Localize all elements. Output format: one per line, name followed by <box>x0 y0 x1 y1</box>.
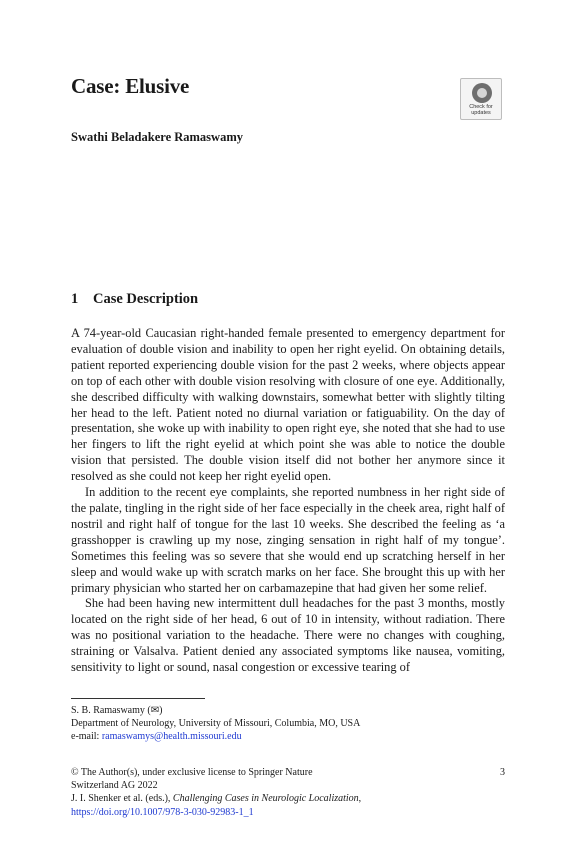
chapter-title: Case: Elusive <box>71 74 190 98</box>
page-footer <box>71 766 505 819</box>
check-for-updates-label: Check for updates <box>469 104 493 116</box>
body-text <box>71 326 505 676</box>
paragraph-3: She had been having new intermittent dull headaches for the past 3 months, mostly located on the right side of her head, 6 out of 10 in intensity, without radiation. There was no positional variation to the headache. There were no changes with coughing, straining or Valsalva. Patient denied any associated symptoms like nausea, vomiting, sensitivity to light or sound, nasal congestion or excessive tearing of <box>71 596 505 675</box>
author-name: Swathi Beladakere Ramaswamy <box>71 130 243 144</box>
copyright-line-2: Switzerland AG 2022 <box>71 780 158 792</box>
email-link[interactable]: ramaswamys@health.missouri.edu <box>101 731 242 742</box>
section-number: 1 <box>71 291 79 307</box>
footnote-divider <box>71 698 205 699</box>
check-for-updates-icon <box>472 83 492 103</box>
affiliation-name: S. B. Ramaswamy (✉) <box>71 705 163 716</box>
affiliation-department: Department of Neurology, University of Missouri, Columbia, MO, USA <box>71 718 361 729</box>
affiliation-email-line: e-mail: ramaswamys@health.missouri.edu <box>71 731 242 742</box>
paragraph-1: A 74-year-old Caucasian right-handed female presented to emergency department for evaluation of double vision and inability to open her right eyelid. On obtaining details, patient reported experiencing double vision for the past 2 weeks, where objects appear on top of each other with double vision resolving with closure of one eye. Additionally, she described difficulty with walking downstairs, somewhat better with slightly tilting her head to the left. Patient noted no diurnal variation or fatiguability. On the day of presentation, she woke up with inability to open right eye, she noted that she had to use her fingers to lift the right eyelid at which point she was able to notice the double vision that persisted. The double vision itself did not bother her anymore since it resolved as she could not keep her right eyelid open. <box>71 326 505 484</box>
check-for-updates-badge[interactable] <box>460 78 502 120</box>
doi-link[interactable]: https://doi.org/10.1007/978-3-030-92983-1_1 <box>71 806 254 818</box>
section-title: Case Description <box>93 291 199 307</box>
section-heading <box>71 291 198 308</box>
page-number: 3 <box>500 767 505 778</box>
book-title: Challenging Cases in Neurologic Localization <box>172 793 359 805</box>
author-affiliation <box>71 704 360 743</box>
copyright-line-1: © The Author(s), under exclusive license to Springer Nature <box>71 767 313 778</box>
citation-line: J. I. Shenker et al. (eds.), Challenging Cases in Neurologic Localization, <box>71 793 362 805</box>
paragraph-2: In addition to the recent eye complaints, she reported numbness in her right side of the palate, tingling in the right side of her face especially in the cheek area, right half of nostril and right half of tongue for the last 10 weeks. She described the feeling as ‘a grasshopper is crawling up my nose, zinging sensation in right half of my tongue’. Sometimes this feeling was so severe that she would end up scratching herself in her sleep and would wake up with scratch marks on her face. She brought this up with her primary physician who started her on carbamazepine that had given her some relief. <box>71 485 505 595</box>
